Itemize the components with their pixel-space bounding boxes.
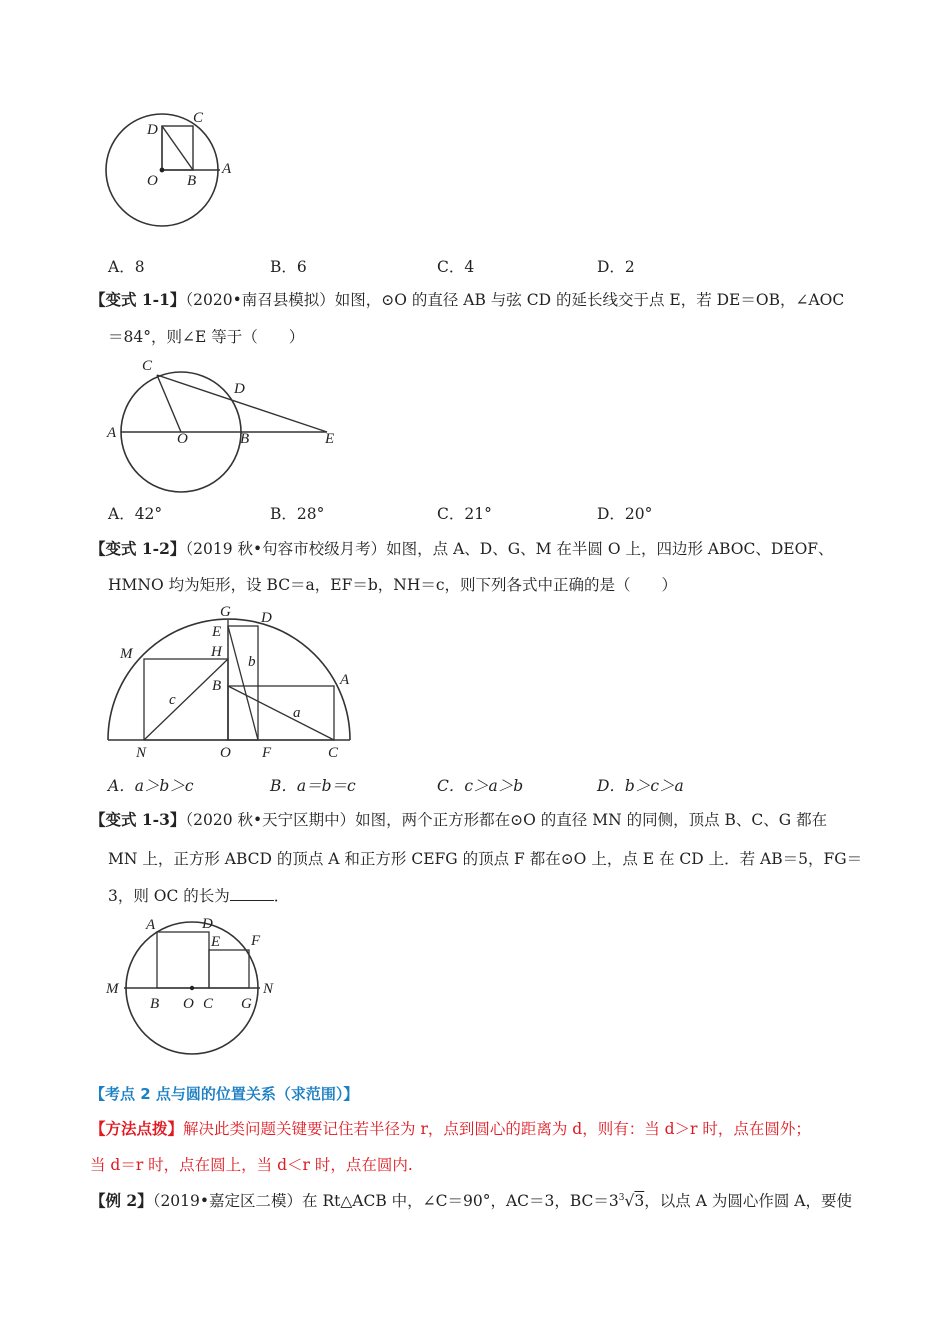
- label-N: N: [136, 745, 147, 761]
- label-E: E: [211, 934, 221, 950]
- root-index: 3: [618, 1193, 625, 1203]
- label-C: C: [142, 358, 153, 374]
- section-heading: 【考点 2 点与圆的位置关系（求范围）】: [90, 1085, 359, 1103]
- label-a: a: [293, 705, 301, 721]
- label-A: A: [340, 672, 350, 688]
- v11-tag: 【变式 1-1】: [90, 290, 186, 309]
- label-D: D: [234, 381, 245, 397]
- v11-text1: （2020•南召县模拟）如图，⊙O 的直径 AB 与弦 CD 的延长线交于点 E，若 DE＝OB，∠AOC: [185, 291, 845, 309]
- example2-line: [90, 1187, 852, 1212]
- label-M: M: [120, 646, 133, 662]
- q0-option-a: A．8: [108, 258, 145, 276]
- v12-text1: （2019 秋•句容市校级月考）如图，点 A、D、G、M 在半圆 O 上，四边形 ABOC、DEOF、: [185, 540, 834, 558]
- label-O: O: [147, 173, 158, 189]
- v13-text3b: ．: [273, 887, 290, 905]
- label-b: b: [248, 654, 256, 670]
- v11-question-line2: ＝84°，则∠E 等于（ ）: [108, 328, 305, 346]
- label-D: D: [202, 916, 213, 932]
- v11-option-b: B．28°: [270, 505, 325, 523]
- label-A: A: [222, 161, 232, 177]
- v12-question-line1: [90, 538, 834, 560]
- label-B: B: [150, 996, 160, 1012]
- v13-question-line1: [90, 809, 827, 831]
- label-A: A: [146, 917, 156, 933]
- v12-option-d: D．b＞c＞a: [597, 777, 684, 795]
- label-C: C: [203, 996, 214, 1012]
- v11-question-line1: [90, 289, 844, 311]
- v11-option-d: D．20°: [597, 505, 653, 523]
- label-A: A: [107, 425, 117, 441]
- label-O: O: [220, 745, 231, 761]
- method-tag: 【方法点拨】: [90, 1119, 184, 1138]
- label-H: H: [211, 644, 222, 660]
- v12-option-b: B．a＝b＝c: [270, 777, 356, 795]
- label-G: G: [241, 996, 252, 1012]
- label-C: C: [328, 745, 339, 761]
- v13-question-line2: MN 上，正方形 ABCD 的顶点 A 和正方形 CEFG 的顶点 F 都在⊙O 上，点 E 在 CD 上．若 AB＝5，FG＝: [108, 850, 863, 868]
- v12-tag: 【变式 1-2】: [90, 539, 186, 558]
- root-radicand: 3: [634, 1192, 645, 1211]
- figure-circle-rectangle: [100, 108, 240, 234]
- method-text1: 解决此类问题关键要记住若半径为 r，点到圆心的距离为 d，则有：当 d＞r 时，点在圆外；: [183, 1120, 811, 1138]
- q0-option-d: D．2: [597, 258, 635, 276]
- v11-option-c: C．21°: [437, 505, 492, 523]
- label-O: O: [183, 996, 194, 1012]
- method-line2: 当 d＝r 时，点在圆上，当 d＜r 时，点在圆内.: [90, 1156, 413, 1174]
- label-M: M: [106, 981, 119, 997]
- q0-option-b: B．6: [270, 258, 307, 276]
- label-B: B: [212, 678, 222, 694]
- example2-tag: 【例 2】: [90, 1191, 153, 1211]
- label-c: c: [169, 692, 176, 708]
- label-B: B: [187, 173, 197, 189]
- figure-circle-secant: [102, 355, 352, 495]
- example2-text2: ，以点 A 为圆心作圆 A，要使: [644, 1192, 852, 1211]
- v13-question-line3: [108, 885, 289, 907]
- label-F: F: [251, 933, 261, 949]
- label-O: O: [177, 431, 188, 447]
- v13-text3a: 3，则 OC 的长为: [108, 887, 230, 905]
- figure-semicircle-rectangles: [100, 600, 370, 770]
- label-D: D: [147, 122, 158, 138]
- v12-option-a: A．a＞b＞c: [108, 777, 194, 795]
- figure-circle-two-squares: [100, 912, 290, 1058]
- v12-question-line2: HMNO 均为矩形，设 BC＝a，EF＝b，NH＝c，则下列各式中正确的是（ ）: [108, 576, 678, 594]
- method-line1: [90, 1118, 811, 1140]
- example2-text1: （2019•嘉定区二模）在 Rt△ACB 中，∠C＝90°，AC＝3，BC＝3: [152, 1192, 619, 1211]
- label-G: G: [220, 604, 231, 620]
- label-E: E: [325, 431, 335, 447]
- root-sign: √: [624, 1192, 635, 1211]
- q0-option-c: C．4: [437, 258, 475, 276]
- answer-blank[interactable]: [230, 886, 274, 901]
- label-N: N: [263, 981, 274, 997]
- v13-text1: （2020 秋•天宁区期中）如图，两个正方形都在⊙O 的直径 MN 的同侧，顶点 B、C、G 都在: [185, 811, 828, 829]
- label-D: D: [261, 610, 272, 626]
- label-C: C: [193, 110, 204, 126]
- label-E: E: [212, 624, 222, 640]
- v11-option-a: A．42°: [108, 505, 163, 523]
- label-F: F: [262, 745, 272, 761]
- v12-option-c: C．c＞a＞b: [437, 777, 524, 795]
- v13-tag: 【变式 1-3】: [90, 810, 186, 829]
- label-B: B: [240, 431, 250, 447]
